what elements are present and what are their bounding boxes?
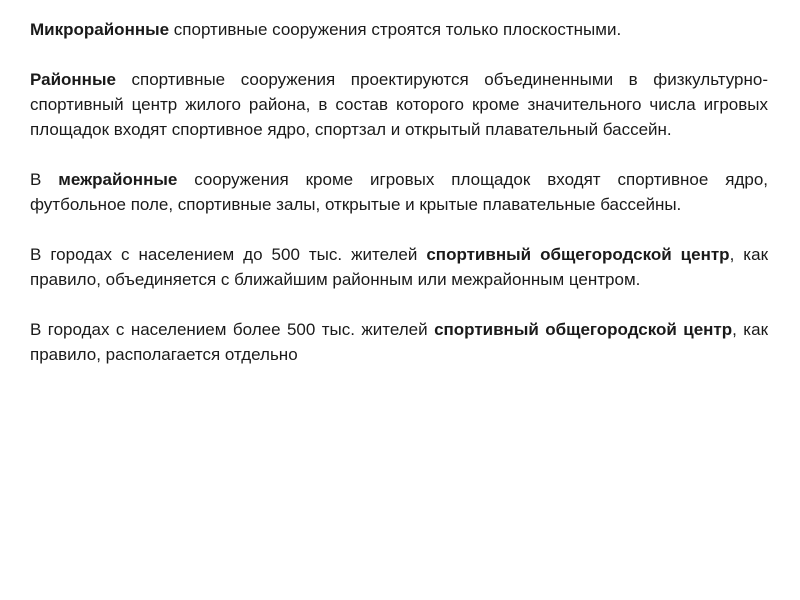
text-span: спортивные сооружения строятся только плоскостными. — [169, 20, 622, 39]
term-city-sports-center: спортивный общегородской центр — [426, 245, 730, 264]
text-body — [30, 17, 768, 367]
text-span: В — [30, 170, 59, 189]
paragraph-district — [30, 67, 768, 142]
paragraph-microdistrict — [30, 17, 768, 42]
text-span: спортивные сооружения проектируются объединенными в физкультурно-спортивный центр жилого района, в состав которого кроме значительного числа игровых площадок входят спортивное ядро, спортзал и открытый плавательный бассейн. — [30, 70, 768, 139]
paragraph-city-under-500k — [30, 242, 768, 292]
paragraph-interdistrict — [30, 167, 768, 217]
text-span: сооружения кроме игровых площадок входят спортивное ядро, футбольное поле, спортивные залы, открытые и крытые плавательные бассейны. — [30, 170, 769, 214]
text-span: В городах с населением более 500 тыс. жителей — [30, 320, 435, 339]
text-span: В городах с населением до 500 тыс. жителей — [30, 245, 427, 264]
term-microdistrict: Микрорайонные — [30, 20, 170, 39]
text-span: , как правило, располагается отдельно — [30, 320, 769, 364]
term-district: Районные — [30, 70, 116, 89]
term-city-sports-center: спортивный общегородской центр — [434, 320, 733, 339]
term-interdistrict: межрайонные — [58, 170, 178, 189]
paragraph-city-over-500k — [30, 317, 768, 367]
text-span: , как правило, объединяется с ближайшим районным или межрайонным центром. — [30, 245, 769, 289]
